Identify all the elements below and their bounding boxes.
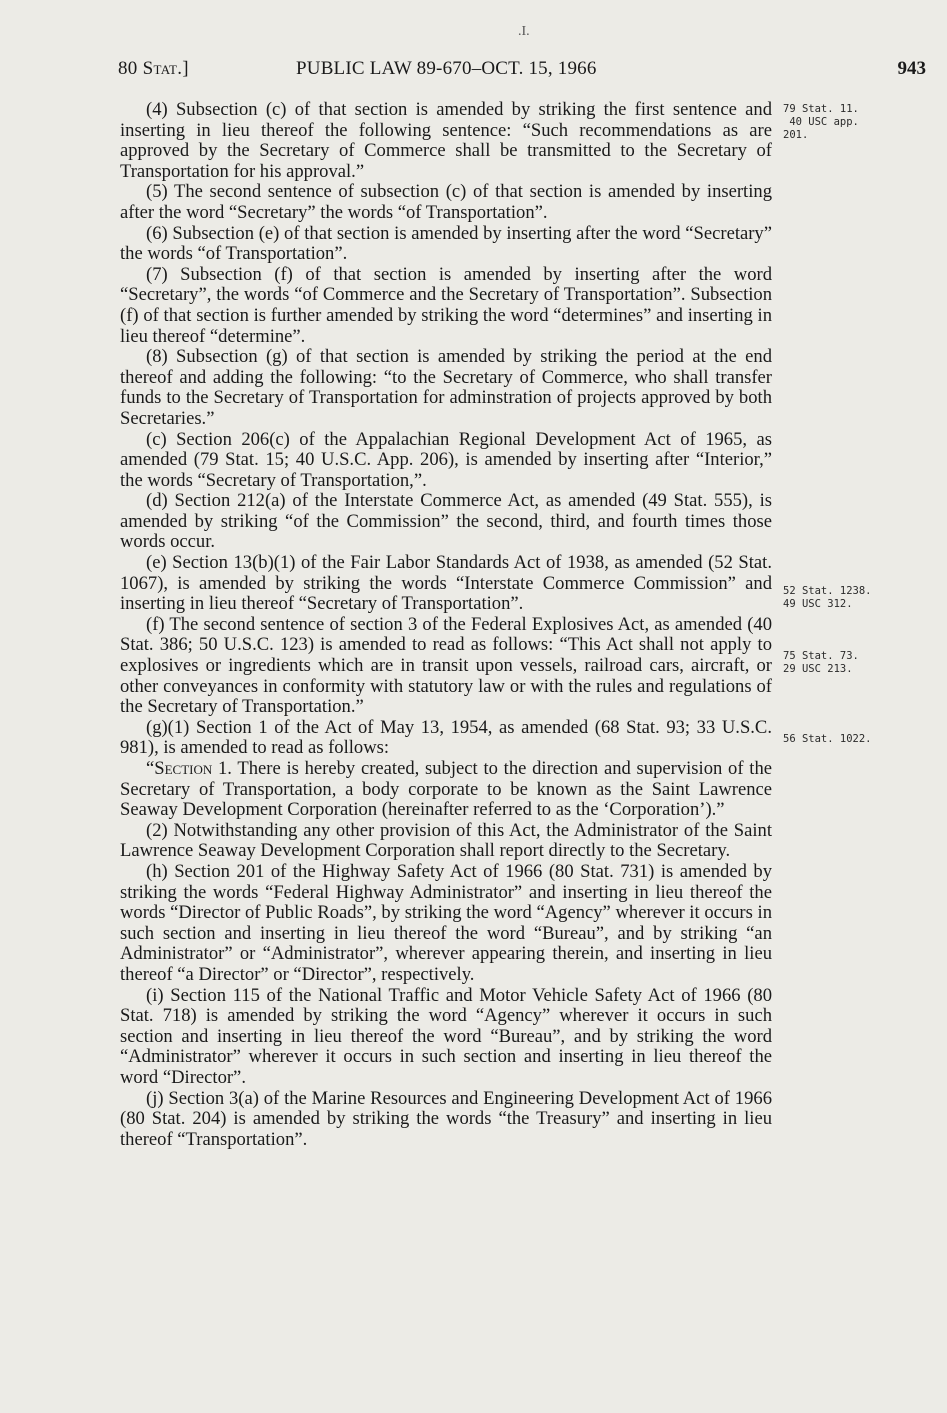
margin-note-56-stat: 56 Stat. 1022. xyxy=(783,733,872,745)
page-header xyxy=(118,58,930,86)
paragraph-a6: (6) Subsection (e) of that section is amended by inserting after the word “Secretary” the words “of Transportation”. xyxy=(120,222,772,265)
paragraph-a8: (8) Subsection (g) of that section is amended by striking the period at the end thereof and adding the following: “to the Secretary of Commerce, who shall transfer funds to the Secretary of Transportation for adminstration of projects approved by both Secretaries.” xyxy=(120,346,772,429)
section-quote xyxy=(120,759,772,821)
paragraph-j: (j) Section 3(a) of the Marine Resources and Engineering Development Act of 1966 (80 Stat. 204) is amended by striking the words “the Treasury” and inserting in lieu thereof “Transportation”. xyxy=(120,1087,772,1150)
paragraph-a7: (7) Subsection (f) of that section is amended by inserting after the word “Secretary”, the words “of Commerce and the Secretary of Transportation”. Subsection (f) of that section is further amended by striking the word “determines” and inserting in lieu thereof “determine”. xyxy=(120,263,772,347)
paragraph-i: (i) Section 115 of the National Traffic and Motor Vehicle Safety Act of 1966 (80 Stat. 718) is amended by striking the word “Agency” wherever it occurs in such section and inserting in lieu thereof the word “Bureau”, and by striking the word “Administrator” wherever it occurs in such section and inserting in lieu thereof the word “Director”. xyxy=(120,984,772,1088)
paragraph-g2: (2) Notwithstanding any other provision of this Act, the Administrator of the Saint Lawrence Seaway Development Corporation shall report directly to the Secretary. xyxy=(120,819,772,862)
body-text xyxy=(120,100,772,1150)
paragraph-f: (f) The second sentence of section 3 of the Federal Explosives Act, as amended (40 Stat. 386; 50 U.S.C. 123) is amended to read as follows: “This Act shall not apply to explosives or ingredients which are in transit upon vessels, railroad cars, aircraft, or other conveyances in conformity with statutory law or with the rules and regulations of the Secretary of Transportation.” xyxy=(120,613,772,718)
paragraph-g1: (g)(1) Section 1 of the Act of May 13, 1954, as amended (68 Stat. 93; 33 U.S.C. 981), is amended to read as follows: xyxy=(120,716,772,759)
section-quote-text: 1. There is hereby created, subject to the direction and supervision of the Secretary of Transportation, a body corporate to be known as the Saint Lawrence Seaway Development Corporation (hereinafter referred to as the ‘Corporation’).” xyxy=(120,758,772,821)
header-title: PUBLIC LAW 89-670–OCT. 15, 1966 xyxy=(296,58,597,79)
section-quote-label: Section xyxy=(154,758,213,779)
section-quote-open: “ xyxy=(146,758,155,779)
margin-note-52-stat: 52 Stat. 1238. 49 USC 312. xyxy=(783,585,872,610)
paragraph-a4: (4) Subsection (c) of that section is amended by striking the first sentence and inserting in lieu thereof the following sentence: “Such recommendations as are approved by the Secretary of Commerce shall be transmitted to the Secretary of Transportation for his approval.” xyxy=(120,99,772,182)
page-number: 943 xyxy=(897,58,926,79)
paragraph-c: (c) Section 206(c) of the Appalachian Regional Development Act of 1965, as amended (79 Stat. 15; 40 U.S.C. App. 206), is amended by inserting after “Interior,” the words “Secretary of Transportation,”. xyxy=(120,428,772,491)
paragraph-e: (e) Section 13(b)(1) of the Fair Labor Standards Act of 1938, as amended (52 Stat. 1067), is amended by striking the words “Interstate Commerce Commission” and inserting in lieu thereof “Secretary of Transportation”. xyxy=(120,552,772,615)
paragraph-a5: (5) The second sentence of subsection (c) of that section is amended by inserting after the word “Secretary” the words “of Transportation”. xyxy=(120,181,772,223)
margin-note-79-stat: 79 Stat. 11. 40 USC app. 201. xyxy=(783,103,859,141)
paragraph-h: (h) Section 201 of the Highway Safety Act of 1966 (80 Stat. 731) is amended by striking the words “Federal Highway Administrator” and inserting in lieu thereof the words “Director of Public Roads”, by striking the word “Agency” wherever it occurs in such section and inserting in lieu thereof the word “Bureau”, and by striking “an Administrator” or “Administrator”, wherever appearing therein, and inserting in lieu thereof “a Director” or “Director”, respectively. xyxy=(120,860,772,985)
paragraph-d: (d) Section 212(a) of the Interstate Commerce Act, as amended (49 Stat. 555), is amended by striking “of the Commission” the second, third, and fourth times those words occur. xyxy=(120,490,772,553)
header-stat-volume: 80 Stat.] xyxy=(118,58,189,79)
top-mark: .I. xyxy=(518,24,530,39)
margin-note-75-stat: 75 Stat. 73. 29 USC 213. xyxy=(783,650,859,675)
